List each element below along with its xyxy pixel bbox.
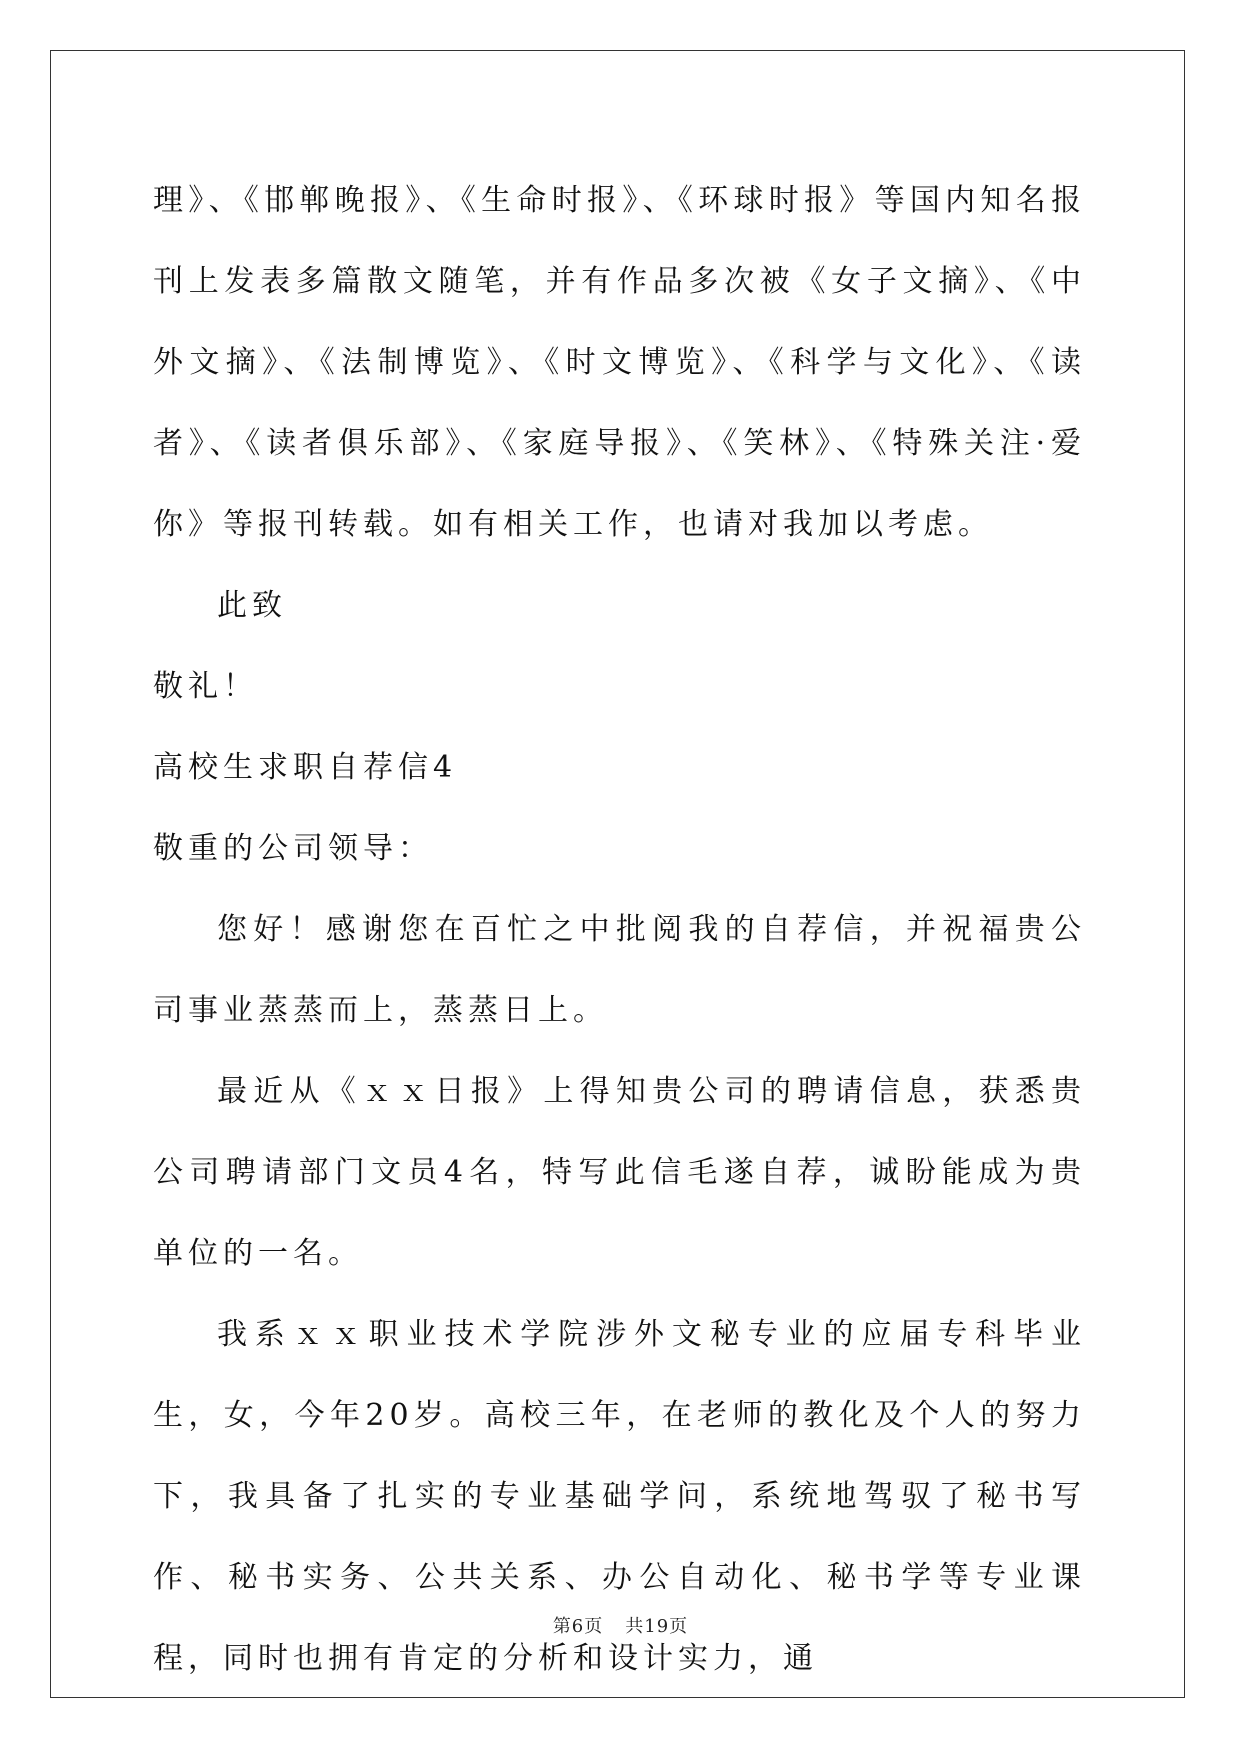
page-total: 共19页 [625,1616,689,1637]
closing-salutation: 此致 [217,588,287,623]
closing-respect: 敬礼！ [153,669,258,704]
page-footer [0,1612,1241,1638]
paragraph-continuation: 理》、《邯郸晚报》、《生命时报》、《环球时报》等国内知名报刊上发表多篇散文随笔，并有作品多次被《女子文摘》、《中外文摘》、《法制博览》、《时文博览》、《科学与文化》、《读者》、《读者俱乐部》、《家庭导报》、《笑林》、《特殊关注·爱你》等报刊转载。如有相关工作，也请对我加以考虑。 [153,183,1086,542]
document-body [153,160,1086,1699]
paragraph-position: 最近从《ｘｘ日报》上得知贵公司的聘请信息，获悉贵公司聘请部门文员4名，特写此信毛遂自荐，诚盼能成为贵单位的一名。 [153,1074,1086,1271]
page-number: 第6页 [552,1616,604,1637]
paragraph-intro: 您好！感谢您在百忙之中批阅我的自荐信，并祝福贵公司事业蒸蒸而上，蒸蒸日上。 [153,912,1086,1028]
paragraph-background: 我系ｘｘ职业技术学院涉外文秘专业的应届专科毕业生，女，今年20岁。高校三年，在老师的教化及个人的努力下，我具备了扎实的专业基础学问，系统地驾驭了秘书写作、秘书实务、公共关系、办公自动化、秘书学等专业课程，同时也拥有肯定的分析和设计实力，通 [153,1317,1086,1676]
section-title: 高校生求职自荐信4 [153,750,458,785]
letter-greeting: 敬重的公司领导： [153,831,433,866]
